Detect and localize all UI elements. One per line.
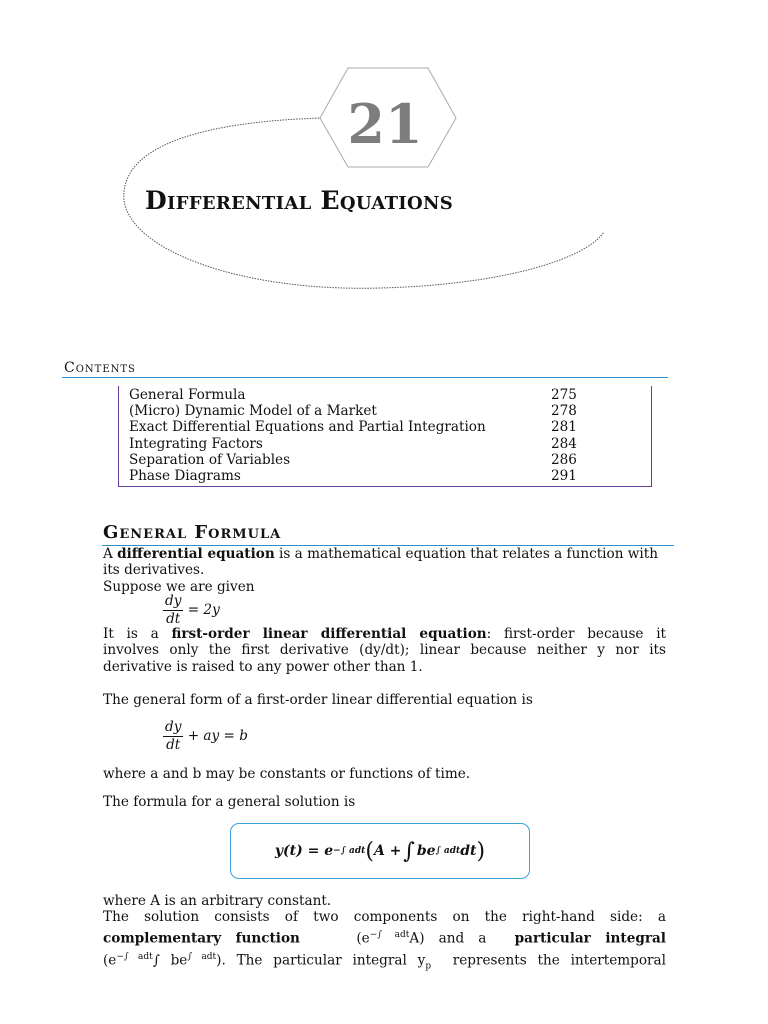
- left-paren: (: [365, 838, 374, 864]
- toc-item[interactable]: [129, 387, 645, 403]
- text: It is a: [103, 626, 172, 642]
- toc-item-label: Phase Diagrams: [129, 468, 241, 484]
- equation-dy-dt-2y: [163, 593, 220, 628]
- term-complementary-function: complementary function: [103, 930, 300, 947]
- exponent: −∫ adt: [369, 929, 410, 940]
- text: where A is an arbitrary constant.: [103, 893, 332, 909]
- toc-item-label: Exact Differential Equations and Partial Integration: [129, 419, 486, 435]
- toc-item-label: (Micro) Dynamic Model of a Market: [129, 403, 377, 419]
- right-paren: ): [476, 838, 486, 864]
- term-first-order-linear: first-order linear differential equation: [171, 626, 487, 642]
- text: ). The particular integral y: [216, 952, 426, 969]
- toc-item-page: 275: [551, 387, 577, 403]
- exponent: ∫ adt: [187, 952, 217, 963]
- subscript: p: [425, 961, 432, 972]
- contents-rule: [62, 377, 668, 378]
- fraction-denominator: dt: [166, 737, 181, 753]
- term-particular-integral: particular integral: [514, 930, 666, 947]
- toc-item[interactable]: [129, 436, 645, 452]
- fraction-numerator: dy: [165, 593, 182, 609]
- text: (e: [103, 952, 117, 969]
- paragraph-where-ab: [103, 766, 666, 782]
- fraction-numerator: dy: [165, 719, 182, 735]
- toc-item-page: 291: [551, 468, 577, 484]
- paragraph-definition: [103, 546, 666, 595]
- text: its derivatives.: [103, 562, 205, 579]
- formula-exponent: ∫ adt: [435, 846, 461, 856]
- text: The solution consists of two components on the right-hand side: a: [103, 909, 666, 926]
- toc-item-page: 286: [551, 452, 577, 468]
- paragraph-formula-intro: [103, 794, 666, 810]
- general-solution-formula: [230, 823, 530, 879]
- chapter-number: 21: [347, 92, 423, 156]
- toc-item-page: 278: [551, 403, 577, 419]
- text: represents the intertemporal: [452, 952, 666, 969]
- paragraph-solution: [103, 893, 666, 977]
- chapter-title: Differential Equations: [145, 186, 454, 215]
- text: where a and b may be constants or functions of time.: [103, 766, 471, 782]
- formula-part: A +: [373, 843, 402, 859]
- exponent: −∫ adt: [116, 952, 153, 963]
- formula-part: dt: [460, 843, 477, 859]
- formula-part: y(t) = e: [274, 843, 334, 859]
- toc-item-label: General Formula: [129, 387, 246, 403]
- toc-item-page: 284: [551, 436, 577, 452]
- toc-item-label: Integrating Factors: [129, 436, 263, 452]
- contents-heading: Contents: [64, 360, 136, 376]
- paragraph-first-order: [103, 626, 666, 675]
- formula-exponent: −∫ adt: [333, 846, 366, 856]
- text: is a mathematical equation that relates a function with: [274, 546, 658, 562]
- toc-item-label: Separation of Variables: [129, 452, 291, 468]
- section-heading: General Formula: [103, 522, 282, 543]
- text: (e: [356, 930, 370, 947]
- text: derivative is raised to any power other than 1.: [103, 658, 423, 675]
- text: A) and a: [409, 930, 487, 947]
- toc-item[interactable]: [129, 468, 645, 484]
- text: The formula for a general solution is: [103, 794, 356, 810]
- integral-sign: ∫: [403, 838, 415, 864]
- equation-general-form: [163, 719, 248, 754]
- fraction-denominator: dt: [166, 611, 181, 627]
- text: A: [103, 546, 118, 562]
- formula-part: be: [416, 843, 436, 859]
- term-differential-equation: differential equation: [117, 546, 275, 562]
- text: ∫ be: [152, 952, 188, 969]
- equation-rhs: = 2y: [187, 602, 220, 618]
- text: The general form of a first-order linear differential equation is: [103, 692, 533, 708]
- text: : first-order because it: [486, 626, 666, 642]
- toc-item[interactable]: [129, 452, 645, 468]
- contents-box: [118, 386, 652, 487]
- toc-item[interactable]: [129, 419, 645, 435]
- text: involves only the first derivative (dy/dt); linear because neither y nor its: [103, 642, 666, 659]
- text: Suppose we are given: [103, 578, 255, 595]
- toc-item-page: 281: [551, 419, 577, 435]
- toc-item[interactable]: [129, 403, 645, 419]
- paragraph-general-form: [103, 692, 666, 708]
- equation-rhs: + ay = b: [187, 728, 248, 744]
